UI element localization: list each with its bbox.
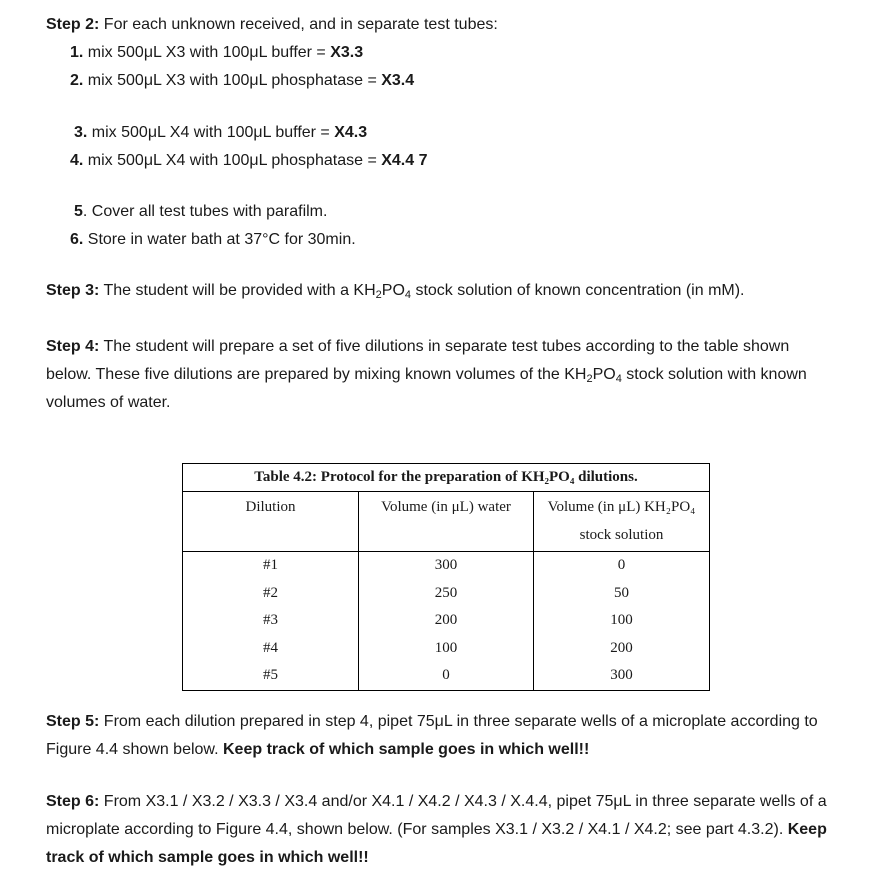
list-item xyxy=(70,71,414,91)
item-text: mix 500μL X4 with 100μL phosphatase = xyxy=(83,152,382,169)
item-text: mix 500μL X3 with 100μL buffer = xyxy=(83,44,331,61)
table-cell: #3 xyxy=(263,612,278,629)
step-text: The student will be provided with a KH xyxy=(99,282,376,299)
item-result: X4.4 7 xyxy=(381,152,428,169)
table-cell: #5 xyxy=(263,667,278,684)
item-text: mix 500μL X4 with 100μL buffer = xyxy=(87,124,335,141)
dilution-table xyxy=(182,463,710,691)
table-cell: 50 xyxy=(614,584,629,601)
list-item xyxy=(70,151,428,171)
item-number: 2. xyxy=(70,72,84,89)
table-cell: #4 xyxy=(263,639,278,656)
step-text: stock solution of known concentration (in mM). xyxy=(411,282,745,299)
subscript: 4 xyxy=(404,289,412,301)
table-header-row xyxy=(183,492,710,552)
table-cell: 0 xyxy=(617,557,626,573)
step-text: The student will prepare a set of five dilutions in separate test tubes according to the table shown below. These five dilutions are prepared by mixing known volumes of the KH xyxy=(46,338,790,383)
table-cell: #1 xyxy=(263,557,278,573)
step-label: Step 3: xyxy=(46,282,100,299)
header-stock xyxy=(534,492,710,552)
item-result: X4.3 xyxy=(334,124,368,141)
stock-column xyxy=(534,552,710,691)
item-number: 3. xyxy=(74,124,88,141)
list-item xyxy=(74,202,327,222)
subscript: 2 xyxy=(375,289,382,301)
step4-paragraph xyxy=(46,333,836,417)
list-item xyxy=(70,43,363,63)
step6-paragraph xyxy=(46,788,836,872)
step-text: PO xyxy=(592,366,616,383)
header-dilution: Dilution xyxy=(183,492,359,552)
step-label: Step 4: xyxy=(46,338,100,355)
step5-paragraph xyxy=(46,708,836,764)
item-number: 1. xyxy=(70,44,84,61)
list-item xyxy=(70,230,356,250)
table-cell: 300 xyxy=(434,557,458,573)
item-text: . Cover all test tubes with parafilm. xyxy=(82,203,328,220)
list-item xyxy=(74,123,367,143)
table-body-row xyxy=(183,552,710,691)
header-stock-line2: stock solution xyxy=(579,527,664,543)
table-cell: #2 xyxy=(263,584,278,601)
header-stock-line1: Volume (in μL) KH₂PO₄ xyxy=(547,499,696,515)
table-cell: 100 xyxy=(610,612,633,629)
item-text: Store in water bath at 37°C for 30min. xyxy=(83,231,356,248)
item-number: 5 xyxy=(74,203,83,220)
step-text: For each unknown received, and in separate test tubes: xyxy=(99,16,498,33)
table-cell: 0 xyxy=(442,667,450,684)
step-text: stock solution with known volumes of water. xyxy=(46,366,807,411)
step-label: Step 6: xyxy=(46,793,100,810)
item-number: 6. xyxy=(70,231,84,248)
dilution-column xyxy=(183,552,359,691)
subscript: 4 xyxy=(615,373,622,385)
step-text: From X3.1 / X3.2 / X3.3 / X3.4 and/or X4.1 / X4.2 / X4.3 / X.4.4, pipet 75μL in three separate wells of a microplate according to Figure 4.4, shown below. (For samples X3.1 / X3.2 / X4.1 / X4.2; see part 4.3.2). xyxy=(46,793,827,838)
item-number: 4. xyxy=(70,152,84,169)
step-text: PO xyxy=(381,282,405,299)
step-text: From each dilution prepared in step 4, pipet 75μL in three separate wells of a microplate according to Figure 4.4 shown below. xyxy=(46,713,818,758)
step-emphasis: Keep track of which sample goes in which well!! xyxy=(223,741,590,758)
header-water: Volume (in μL) water xyxy=(359,492,534,552)
table-cell: 200 xyxy=(434,612,458,629)
table-cell: 200 xyxy=(610,639,633,656)
subscript: 2 xyxy=(586,373,593,385)
table-cell: 100 xyxy=(434,639,458,656)
item-result: X3.4 xyxy=(381,72,415,89)
item-result: X3.3 xyxy=(330,44,364,61)
table-cell: 250 xyxy=(434,584,458,601)
item-text: mix 500μL X3 with 100μL phosphatase = xyxy=(83,72,382,89)
step-emphasis: Keep track of which sample goes in which well!! xyxy=(46,821,827,866)
step3-paragraph xyxy=(46,281,745,301)
step-label: Step 5: xyxy=(46,713,100,730)
step-label: Step 2: xyxy=(46,16,100,33)
table-cell: 300 xyxy=(610,667,633,684)
step2-heading xyxy=(46,15,498,35)
water-column xyxy=(359,552,534,691)
table-title: Table 4.2: Protocol for the preparation of KH₂PO₄ dilutions. xyxy=(183,464,710,492)
